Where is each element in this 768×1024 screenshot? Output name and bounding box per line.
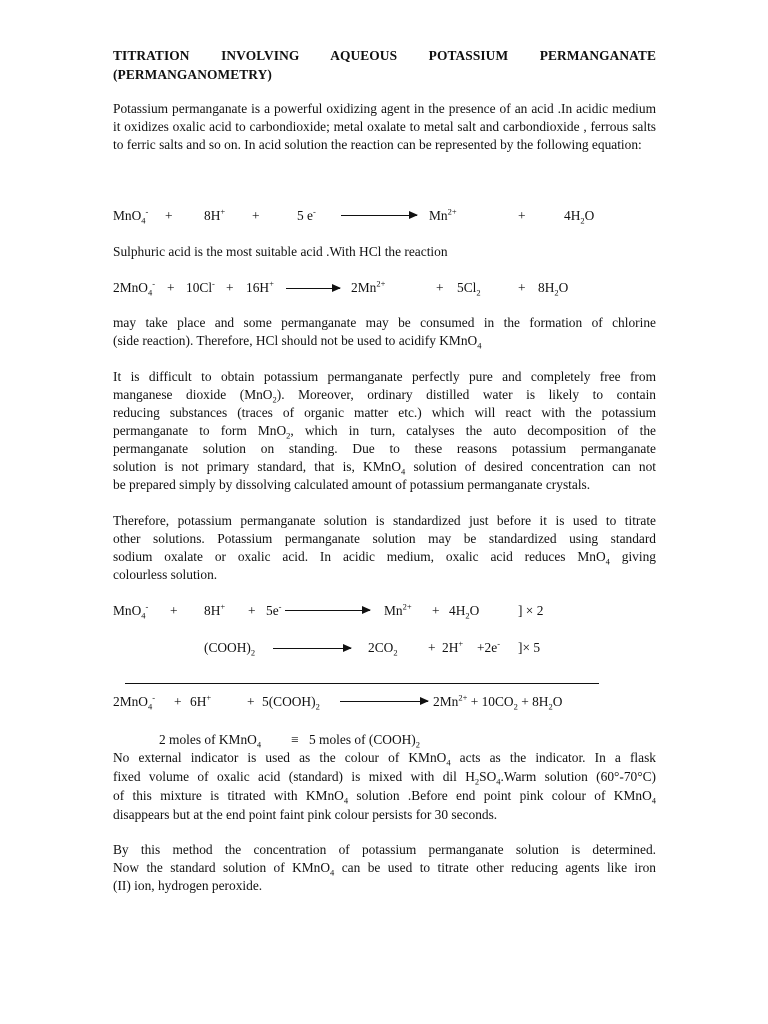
eq1-term-3: 5 e <box>297 208 313 223</box>
eq2-term-1: 2MnO <box>113 280 148 295</box>
eq4-multiplier: ]× 5 <box>518 640 541 655</box>
eq1-term-4: Mn <box>429 208 448 223</box>
eq3-term-4: Mn <box>384 603 403 618</box>
eq2-term-6: 8H <box>538 280 555 295</box>
eq3-plus-3: + <box>432 603 440 618</box>
eq2-term-4: 2Mn <box>351 280 377 295</box>
eq1-term-5: 4H <box>564 208 581 223</box>
eq3-term-1: MnO <box>113 603 142 618</box>
eq5-term-1: 2MnO <box>113 694 148 709</box>
eq4-term-1: (COOH) <box>204 640 251 655</box>
equation-sum-rule <box>125 683 599 684</box>
document-title: TITRATION INVOLVING AQUEOUS POTASSIUM PERMANGANATE (PERMANGANOMETRY) <box>113 48 656 82</box>
eq5-plus-1: + <box>174 694 182 709</box>
eq2-term-3: 16H <box>246 280 270 295</box>
eq5-term-2: 6H <box>190 694 207 709</box>
eq2-plus-1: + <box>167 280 175 295</box>
eq3-multiplier: ] × 2 <box>518 603 544 618</box>
eq2-plus-4: + <box>518 280 526 295</box>
eq1-arrow-icon <box>341 215 417 216</box>
eq3-term-5: 4H <box>449 603 466 618</box>
eq4-arrow-icon <box>273 648 351 649</box>
eq2-plus-2: + <box>226 280 234 295</box>
eq1-plus-1: + <box>165 208 173 223</box>
eq3-term-2: 8H <box>204 603 221 618</box>
eq2-term-2: 10Cl <box>186 280 213 295</box>
eq3-arrow-icon <box>285 610 370 611</box>
eq5-term-4: 2Mn <box>433 694 459 709</box>
eq1-plus-2: + <box>252 208 260 223</box>
intro-paragraph: Potassium permanganate is a powerful oxidizing agent in the presence of an acid .In acidic medium it oxidizes oxalic acid to carbondioxide; metal oxalate to metal salt and carbondioxide , ferrous salts to ferric salts and so on. In acid solution the reaction can be represented by the following equation: <box>113 101 656 153</box>
eq1-term-1: MnO <box>113 208 142 223</box>
hcl-sentence: Sulphuric acid is the most suitable acid .With HCl the reaction <box>113 244 448 259</box>
eq1-plus-3: + <box>518 208 526 223</box>
eq4-term-4: +2e <box>477 640 498 655</box>
eq2-plus-3: + <box>436 280 444 295</box>
eq2-term-5: 5Cl <box>457 280 477 295</box>
eq5-term-3: 5(COOH) <box>262 694 316 709</box>
eq4-term-2: 2CO <box>368 640 394 655</box>
eq4-term-3: 2H <box>442 640 459 655</box>
eq2-arrow-icon <box>286 288 340 289</box>
eq3-term-3: 5e <box>266 603 279 618</box>
eq5-plus-2: + <box>247 694 255 709</box>
eq3-plus-2: + <box>248 603 256 618</box>
equivalence-symbol: ≡ <box>291 732 299 747</box>
eq1-term-2: 8H <box>204 208 221 223</box>
eq3-plus-1: + <box>170 603 178 618</box>
eq4-plus-1: + <box>428 640 436 655</box>
eq5-arrow-icon <box>340 701 428 702</box>
